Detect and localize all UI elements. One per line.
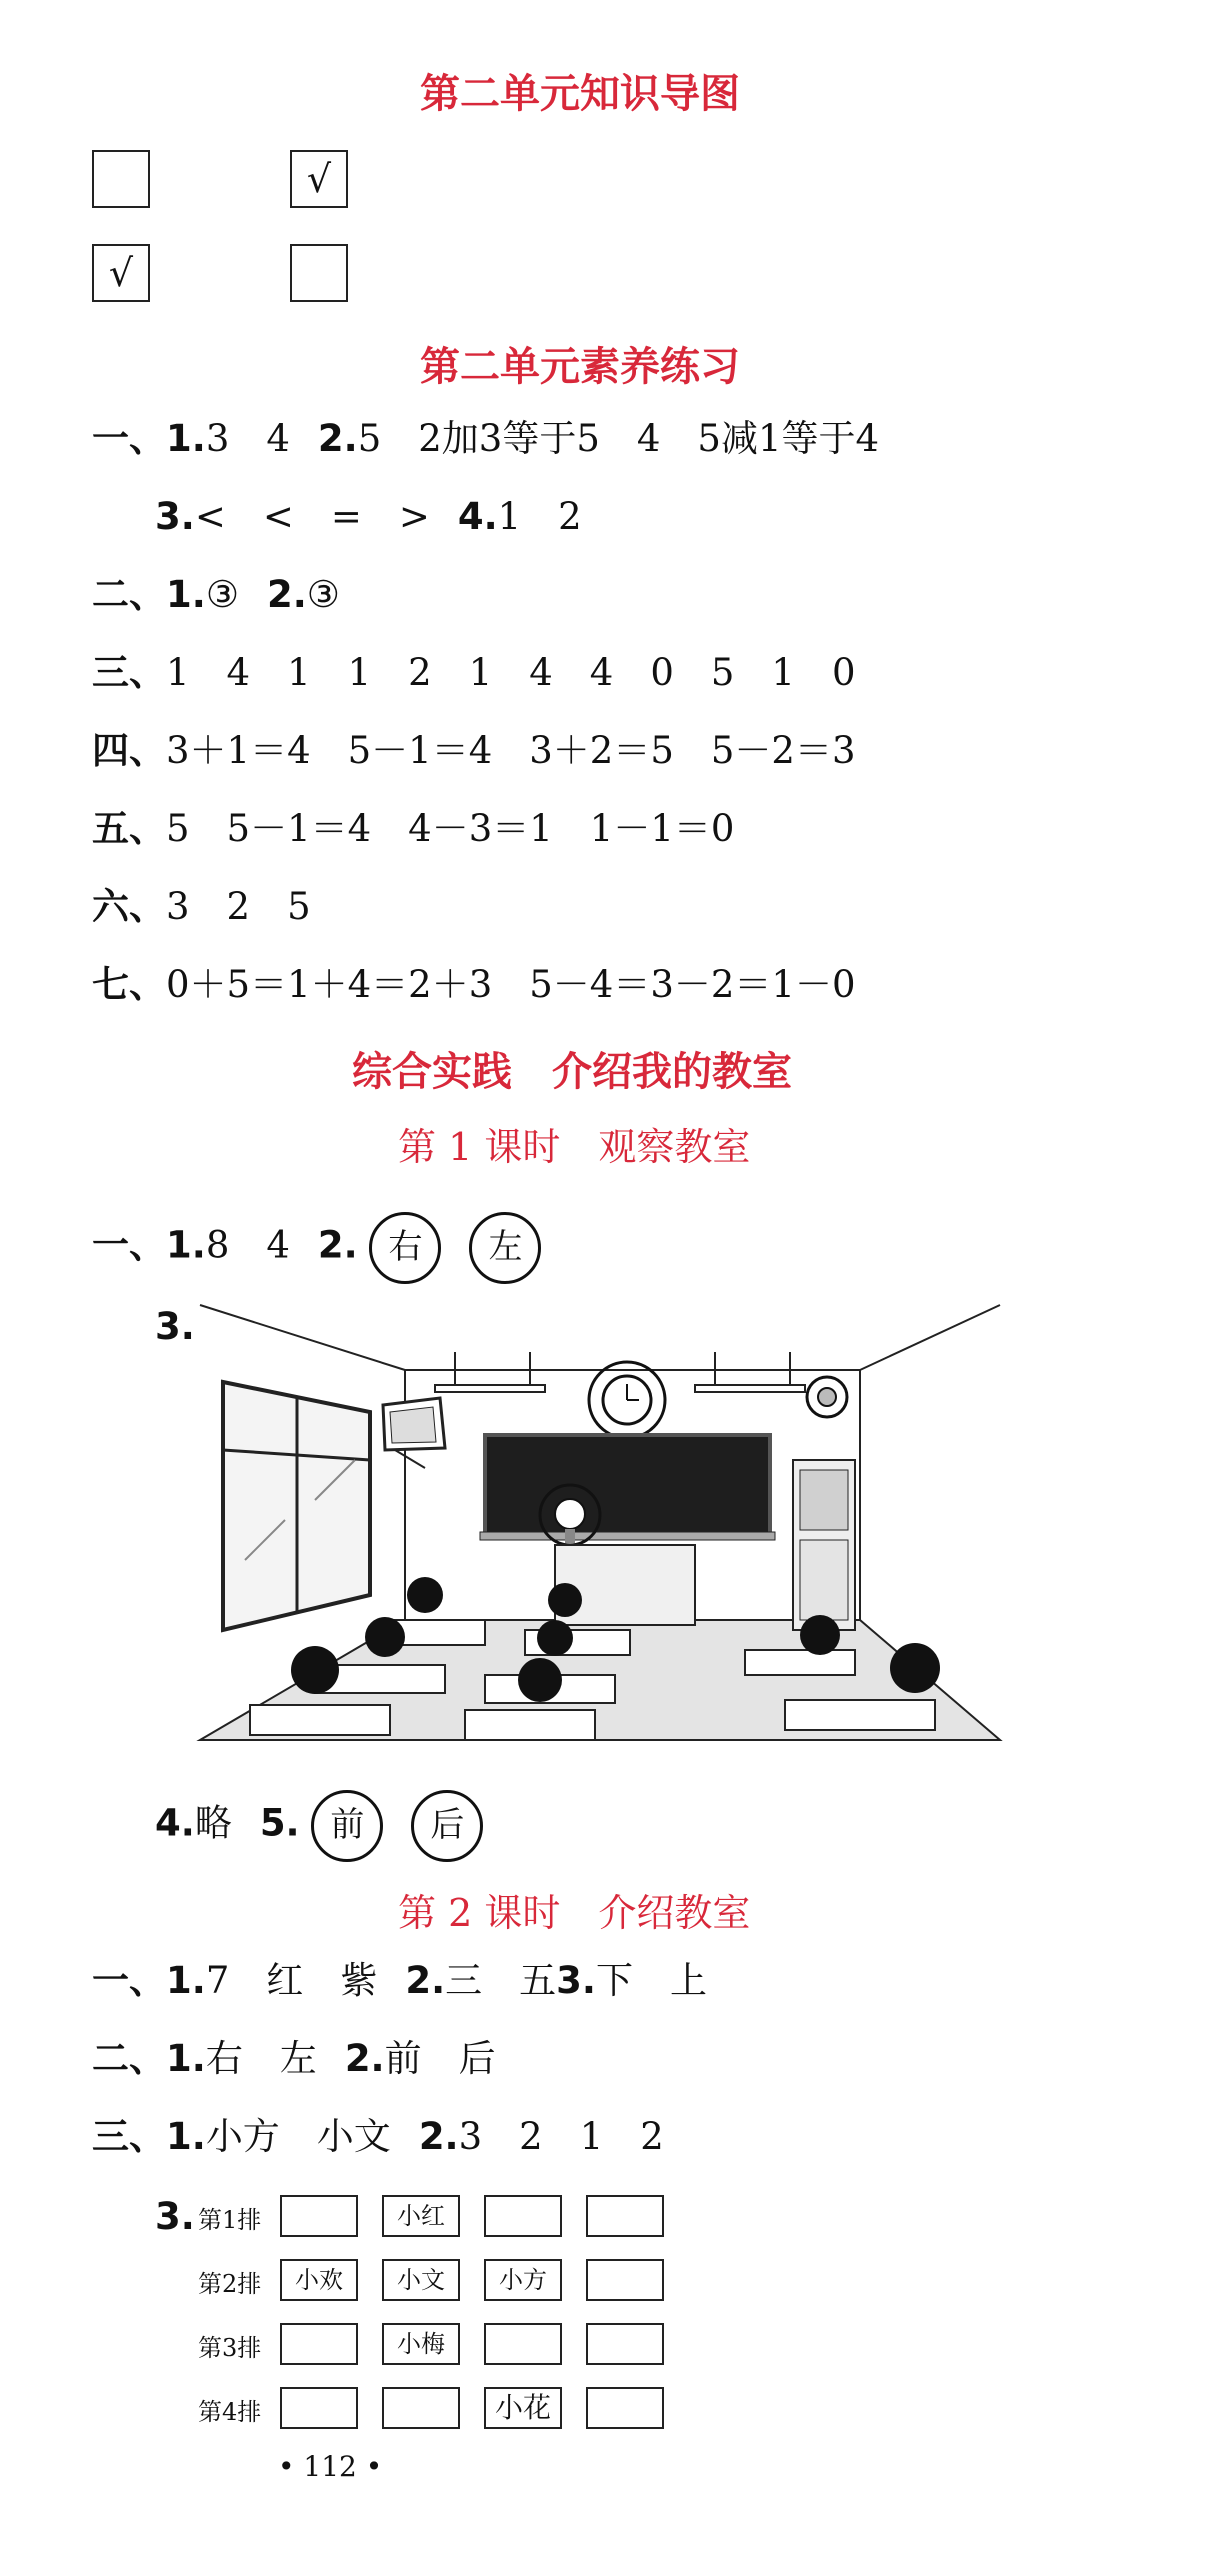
seat-box xyxy=(586,2259,664,2301)
answer-text: 8 4 xyxy=(205,1223,290,1267)
question-number: 1. xyxy=(166,417,206,460)
seat-box: 小欢 xyxy=(280,2259,358,2301)
question-label: 四、 xyxy=(92,729,166,772)
answer-text: 前 后 xyxy=(384,2037,496,2080)
practice-line-1 xyxy=(92,417,880,460)
practice-line-5 xyxy=(92,807,735,850)
question-number: 2. xyxy=(317,417,358,460)
row-label: 第4排 xyxy=(198,2398,262,2426)
circled-answer: 左 xyxy=(469,1212,541,1284)
seat-box: 小红 xyxy=(382,2195,460,2237)
seat-box xyxy=(484,2323,562,2365)
seat-box xyxy=(280,2323,358,2365)
question-number: 1. xyxy=(166,2037,206,2080)
question-label: 一、 xyxy=(92,417,166,460)
row-label: 第3排 xyxy=(198,2334,262,2362)
lesson1-line-45 xyxy=(155,1790,483,1862)
practice-title: 第二单元素养练习 xyxy=(420,344,740,390)
answer-text: 下 上 xyxy=(595,1959,707,2002)
answer-text: 3＋1＝4 5－1＝4 3＋2＝5 5－2＝3 xyxy=(166,729,856,772)
answer-text: 3 2 1 2 xyxy=(458,2115,664,2158)
seat-box: 小文 xyxy=(382,2259,460,2301)
practice-line-7 xyxy=(92,963,856,1006)
tv xyxy=(383,1398,445,1468)
question-number: 3. xyxy=(556,1959,596,2002)
lesson1-line-1 xyxy=(92,1212,541,1284)
answer-text: 7 红 紫 xyxy=(205,1959,378,2002)
question-number: 2. xyxy=(266,573,307,616)
podium xyxy=(555,1545,695,1625)
question-label: 二、 xyxy=(92,573,166,616)
answer-text: 小方 小文 xyxy=(205,2115,391,2158)
question-number: 3. xyxy=(155,1305,195,1348)
seat-box xyxy=(586,2195,664,2237)
question-number: 2. xyxy=(317,1223,358,1267)
practice-line-4 xyxy=(92,729,856,772)
lesson2-title: 第 2 课时 介绍教室 xyxy=(398,1891,751,1935)
question-label: 五、 xyxy=(92,807,166,850)
page-number: • 112 • xyxy=(278,2450,383,2483)
question-label: 二、 xyxy=(92,2037,166,2080)
seat-box: 小方 xyxy=(484,2259,562,2301)
answer-text: 1 2 xyxy=(497,495,582,538)
lesson1-q3 xyxy=(155,1305,195,1348)
lesson2-line-1 xyxy=(92,1959,707,2002)
classroom-illustration xyxy=(195,1300,1005,1745)
seating-q-number xyxy=(155,2195,195,2238)
lesson2-line-3 xyxy=(92,2115,664,2158)
answer-box: √ xyxy=(290,150,348,208)
circled-answer: 前 xyxy=(311,1790,383,1862)
question-number: 2. xyxy=(344,2037,385,2080)
mindmap-title: 第二单元知识导图 xyxy=(420,71,740,117)
seat-box xyxy=(280,2387,358,2429)
answer-text: 5 5－1＝4 4－3＝1 1－1＝0 xyxy=(166,807,735,850)
question-number: 3. xyxy=(155,495,195,538)
seat-box: 小梅 xyxy=(382,2323,460,2365)
question-label: 一、 xyxy=(92,1223,166,1267)
answer-text: 0＋5＝1＋4＝2＋3 5－4＝3－2＝1－0 xyxy=(166,963,856,1006)
window xyxy=(223,1382,370,1630)
seat-box xyxy=(484,2195,562,2237)
circled-answer: 后 xyxy=(411,1790,483,1862)
blackboard xyxy=(485,1435,770,1535)
question-number: 1. xyxy=(166,2115,206,2158)
answer-text: 略 xyxy=(194,1801,232,1845)
answer-text: ③ xyxy=(306,573,340,616)
answer-text: ③ xyxy=(205,573,239,616)
answer-text: 5 2加3等于5 4 5减1等于4 xyxy=(357,417,880,460)
lesson2-line-2 xyxy=(92,2037,496,2080)
practice-line-6 xyxy=(92,885,311,928)
seat-box xyxy=(586,2387,664,2429)
seat-box xyxy=(586,2323,664,2365)
question-label: 六、 xyxy=(92,885,166,928)
row-label: 第1排 xyxy=(198,2206,262,2234)
seat-box xyxy=(382,2387,460,2429)
question-number: 2. xyxy=(418,2115,459,2158)
question-label: 三、 xyxy=(92,651,166,694)
answer-text: 3 4 xyxy=(205,417,290,460)
answer-text: 3 2 5 xyxy=(166,885,311,928)
question-label: 七、 xyxy=(92,963,166,1006)
question-number: 5. xyxy=(259,1801,300,1845)
integrated-title: 综合实践 介绍我的教室 xyxy=(352,1049,792,1095)
clock-icon xyxy=(589,1362,665,1438)
row-label: 第2排 xyxy=(198,2270,262,2298)
practice-line-1b xyxy=(155,495,582,538)
question-label: 三、 xyxy=(92,2115,166,2158)
answer-text: 三 五 xyxy=(445,1959,557,2002)
question-number: 1. xyxy=(166,1223,206,1267)
seat-box: 小花 xyxy=(484,2387,562,2429)
answer-box xyxy=(92,150,150,208)
answer-text: 右 左 xyxy=(205,2037,317,2080)
circled-answer: 右 xyxy=(369,1212,441,1284)
question-number: 4. xyxy=(155,1801,195,1845)
question-number: 1. xyxy=(166,573,206,616)
lesson1-title: 第 1 课时 观察教室 xyxy=(398,1125,751,1169)
practice-line-3 xyxy=(92,651,856,694)
answer-text: < < = > xyxy=(194,495,430,538)
speaker-icon xyxy=(807,1377,847,1417)
question-number: 3. xyxy=(155,2195,195,2238)
question-number: 4. xyxy=(457,495,498,538)
answer-text: 1 4 1 1 2 1 4 4 0 5 1 0 xyxy=(166,651,856,694)
question-number: 2. xyxy=(405,1959,446,2002)
practice-line-2 xyxy=(92,573,340,616)
answer-box xyxy=(290,244,348,302)
question-label: 一、 xyxy=(92,1959,166,2002)
question-number: 1. xyxy=(166,1959,206,2002)
answer-box: √ xyxy=(92,244,150,302)
seat-box xyxy=(280,2195,358,2237)
cabinet xyxy=(793,1460,855,1630)
